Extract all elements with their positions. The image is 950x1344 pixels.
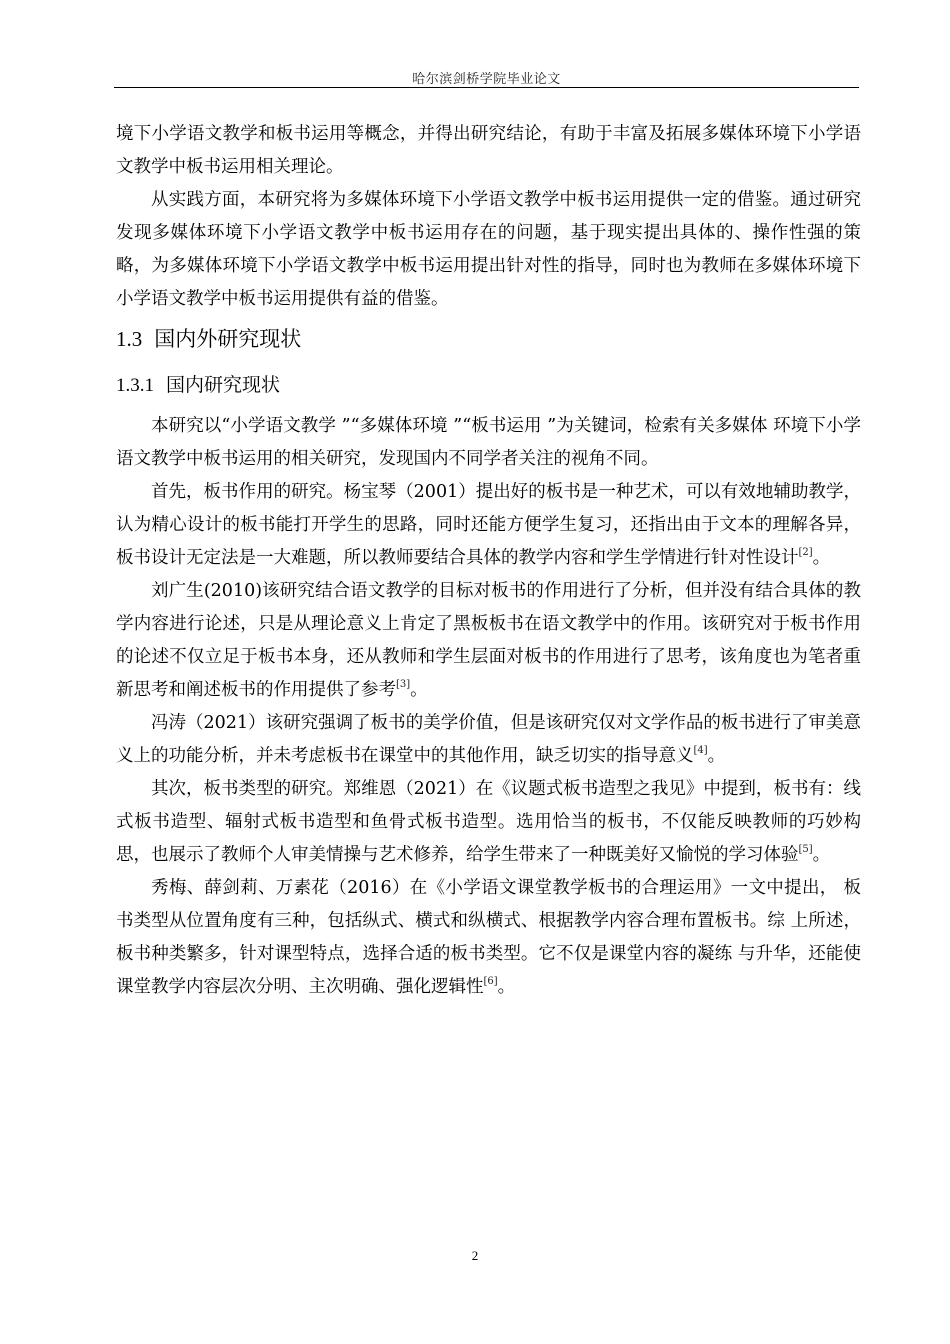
- paragraph-feng-tao: [116, 707, 861, 773]
- citation-5: [5]: [798, 844, 813, 855]
- paragraph-liu-guangsheng: [116, 575, 861, 707]
- paragraph-text: 刘广生(2010)该研究结合语文教学的目标对板书的作用进行了分析，但并没有结合具体的教学内容进行论述，只是从理论意义上肯定了黑板板书在语文教学中的作用。该研究对于板书作用的论述不仅立足于板书本身，还从教师和学生层面对板书的作用进行了思考，该角度也为笔者重新思考和阐述板书的作用提供了参考: [116, 581, 861, 700]
- paragraph-end: 。: [410, 680, 428, 700]
- paragraph-board-types: [116, 773, 861, 872]
- paragraph-text: 其次，板书类型的研究。郑维恩（2021）在《议题式板书造型之我见》中提到，板书有：线式板书造型、辐射式板书造型和鱼骨式板书造型。选用恰当的板书，不仅能反映教师的巧妙构思，也展示了教师个人审美情操与艺术修养，给学生带来了一种既美好又愉悦的学习体验: [116, 779, 861, 865]
- subsection-heading: [116, 369, 861, 410]
- paragraph-theory-continuation: 境下小学语文教学和板书运用等概念，并得出研究结论，有助于丰富及拓展多媒体环境下小学语文教学中板书运用相关理论。: [116, 124, 861, 177]
- paragraph-xiu-mei: [116, 872, 861, 1004]
- paragraph-end: 。: [497, 977, 516, 997]
- subsection-title: 国内研究现状: [166, 374, 281, 396]
- paragraph-board-function: [116, 476, 861, 575]
- subsection-number: 1.3.1: [116, 375, 154, 396]
- page-header: 哈尔滨剑桥学院毕业论文: [412, 72, 561, 87]
- citation-6: [6]: [483, 976, 498, 987]
- document-body: [116, 118, 861, 1004]
- paragraph-keywords: 本研究以“小学语文教学 ”“多媒体环境 ”“板书运用 ”为关键词，检索有关多媒体 环境下小学语文教学中板书运用的相关研究，发现国内不同学者关注的视角不同。: [116, 416, 861, 469]
- paragraph-end: 。: [812, 548, 831, 568]
- paragraph-text: 首先，板书作用的研究。杨宝琴（2001）提出好的板书是一种艺术，可以有效地辅助教学，认为精心设计的板书能打开学生的思路，同时还能方便学生复习，还指出由于文本的理解各异，板书设计无定法是一大难题，所以教师要结合具体的教学内容和学生学情进行针对性设计: [116, 482, 861, 568]
- citation-3: [3]: [396, 679, 411, 690]
- paragraph-end: 。: [812, 845, 831, 865]
- citation-4: [4]: [693, 745, 708, 756]
- paragraph-text: 秀梅、薛剑莉、万素花（2016）在《小学语文课堂教学板书的合理运用》一文中提出， 板书类型从位置角度有三种，包括纵式、横式和纵横式、根据教学内容合理布置板书。综 上所述，板书种类繁多，针对课型特点，选择合适的板书类型。它不仅是课堂内容的凝练 与升华，还能使课堂教学内容层次分明、主次明确、强化逻辑性: [116, 878, 861, 997]
- paragraph-practice-significance: 从实践方面，本研究将为多媒体环境下小学语文教学中板书运用提供一定的借鉴。通过研究发现多媒体环境下小学语文教学中板书运用存在的问题，基于现实提出具体的、操作性强的策略，为多媒体环境下小学语文教学中板书运用提出针对性的指导，同时也为教师在多媒体环境下小学语文教学中板书运用提供有益的借鉴。: [116, 190, 861, 309]
- paragraph-text: 冯涛（2021）该研究强调了板书的美学价值，但是该研究仅对文学作品的板书进行了审美意义上的功能分析，并未考虑板书在课堂中的其他作用，缺乏切实的指导意义: [116, 713, 861, 766]
- paragraph-end: 。: [707, 746, 726, 766]
- header-divider: [114, 87, 859, 88]
- page-number: 2: [471, 1248, 479, 1263]
- section-number: 1.3: [116, 327, 143, 351]
- section-heading: [116, 323, 861, 366]
- citation-2: [2]: [798, 547, 813, 558]
- section-title: 国内外研究现状: [154, 327, 302, 351]
